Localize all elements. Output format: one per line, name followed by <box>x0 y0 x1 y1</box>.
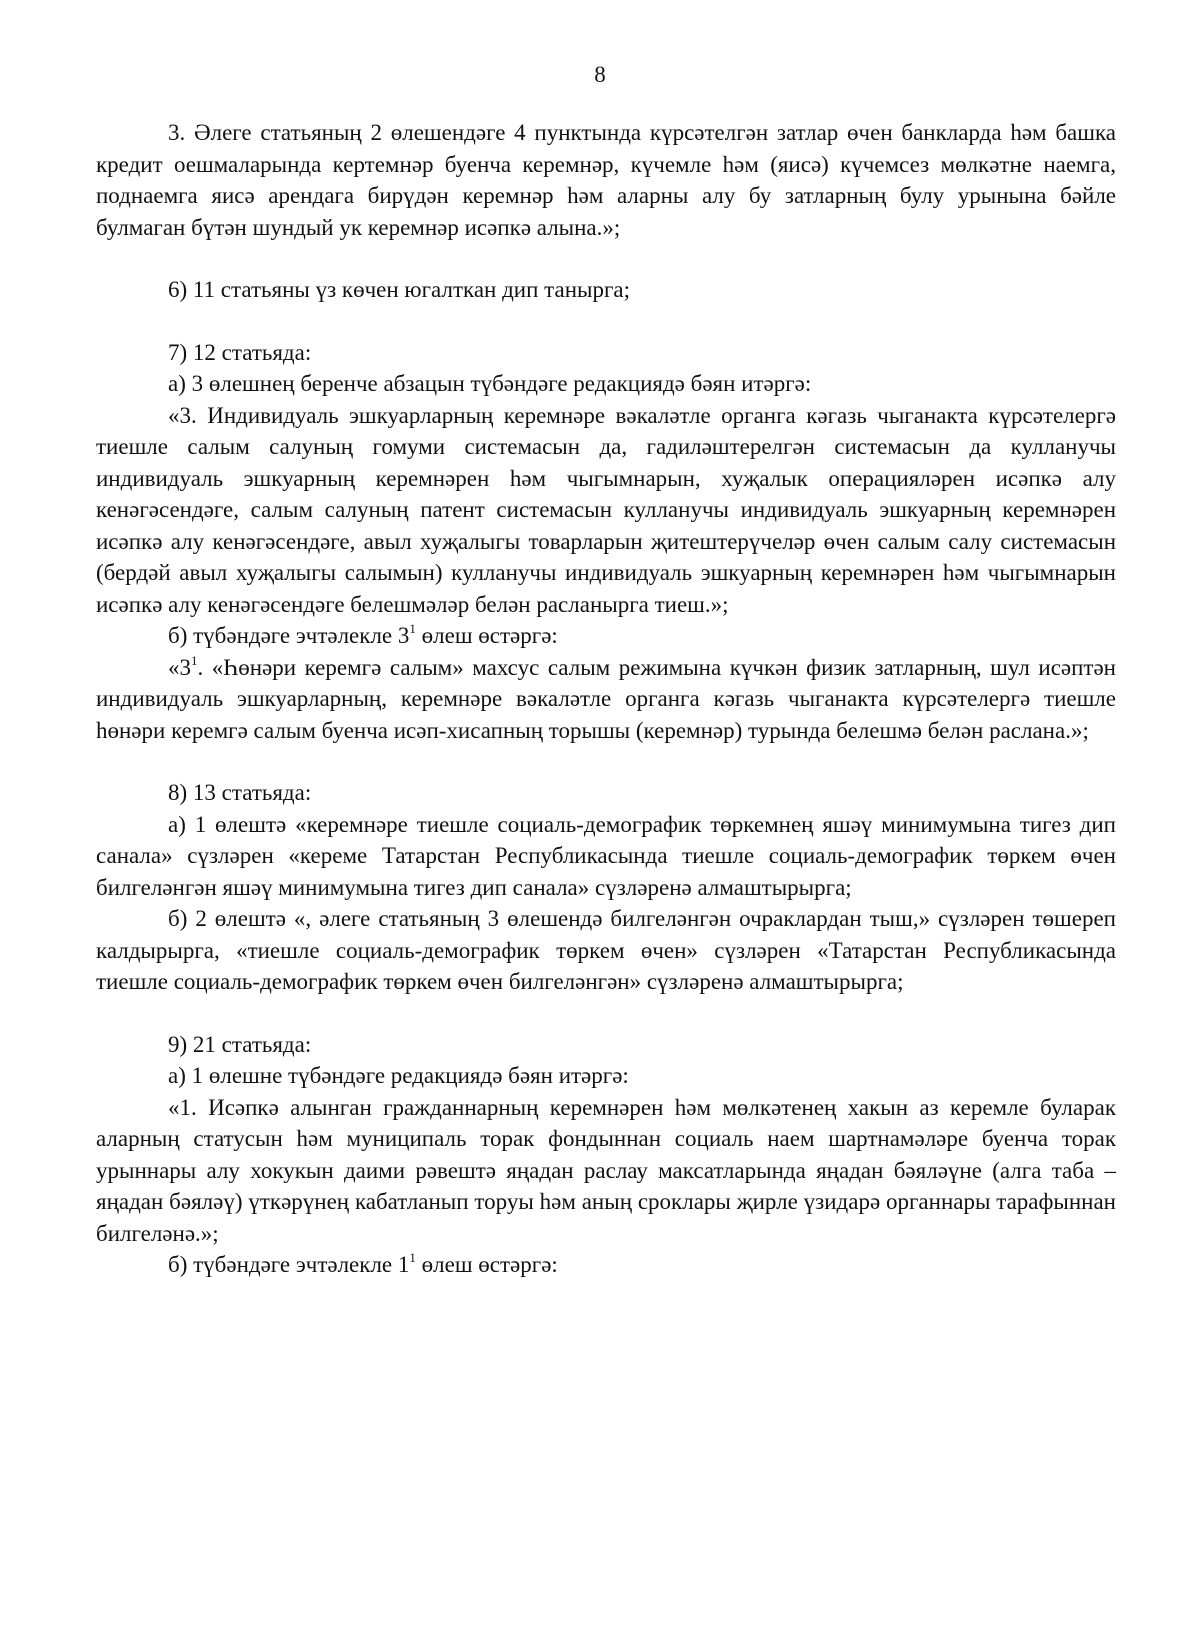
paragraph-item-9a: а) 1 өлешне түбәндәге редакциядә бәян итәргә: <box>168 1063 629 1088</box>
paragraph-item-8a: а) 1 өлештә «керемнәре тиешле социаль-демографик төркемнең яшәү минимумына тигез дип санала» сүзләрен «кереме Татарстан Республикасында тиешле социаль-демографик төркем өчен билгеләнгән яшәү минимумына тигез дип санала» сүзләренә алмаштырырга; <box>96 811 1116 900</box>
text-span: б) түбәндәге эчтәлекле 3 <box>168 623 410 648</box>
paragraph-part-3-text: «3. Индивидуаль эшкуарларның керемнәре вәкаләтле органга кәгазь чыганакта күрсәтелергә тиешле салым салуның гомуми системасын да, гадиләштерелгән системасын да кулланучы индивидуаль эшкуарның керемнәрен һәм чыгымнарын, хуҗалык операцияләрен исәпкә алу кенәгәсендәге, салым салуның патент системасын кулланучы индивидуаль эшкуарның керемнәрен исәпкә алу кенәгәсендәге, авыл хуҗалыгы товарларын җитештерүчеләр өчен салым салу системасын (бердәй авыл хуҗалыгы салымын) кулланучы индивидуаль эшкуарның керемнәрен һәм чыгымнарын исәпкә алу кенәгәсендәге белешмәләр белән расланырга тиеш.»; <box>96 402 1116 617</box>
text-span: . «Һөнәри керемгә салым» махсус салым режимына күчкән физик затларның, шул исәптән индивидуаль эшкуарларның, керемнәре вәкаләтле органга кәгазь чыганакта күрсәтелергә тиешле һөнәри керемгә салым буенча исәп-хисапның торышы (керемнәр) турында белешмә белән раслана.»; <box>96 654 1116 743</box>
page-number: 8 <box>594 62 606 87</box>
superscript: 1 <box>409 621 416 637</box>
paragraph-part-3-1-text <box>96 652 1116 747</box>
text-span: өлеш өстәргә: <box>415 1252 558 1277</box>
text-span: өлеш өстәргә: <box>415 623 558 648</box>
paragraph-item-8: 8) 13 статьяда: <box>168 780 312 805</box>
paragraph-part-1-text: «1. Исәпкә алынган гражданнарның керемнәрен һәм мөлкәтенең хакын аз керемле буларак аларның статусын һәм муниципаль торак фондыннан социаль наем шартнамәләре буенча торак урыннары алу хокукын даими рәвештә яңадан раслау максатларында яңадан бәяләүне (алга таба – яңадан бәяләү) үткәрүнең кабатланып торуы һәм аның сроклары җирле үзидарә органнары тарафыннан билгеләнә.»; <box>96 1094 1116 1246</box>
superscript: 1 <box>409 1250 416 1266</box>
text-span: «3 <box>168 654 191 680</box>
paragraph-item-9b <box>96 1249 1116 1281</box>
paragraph-item-8b: б) 2 өлештә «, әлеге статьяның 3 өлешендә билгеләнгән очраклардан тыш,» сүзләрен төшереп калдырырга, «тиешле социаль-демографик төркем өчен» сүзләрен «Татарстан Республикасында тиешле социаль-демографик төркем өчен билгеләнгән» сүзләренә алмаштырырга; <box>96 906 1116 994</box>
text-span: б) түбәндәге эчтәлекле 1 <box>168 1252 410 1277</box>
document-body <box>96 117 1116 1281</box>
paragraph-item-6: 6) 11 статьяны үз көчен югалткан дип танырга; <box>168 277 630 302</box>
paragraph-item-9: 9) 21 статьяда: <box>168 1031 312 1057</box>
superscript: 1 <box>191 652 198 668</box>
paragraph-item-7: 7) 12 статьяда: <box>168 339 312 365</box>
paragraph-article-part-3: 3. Әлеге статьяның 2 өлешендәге 4 пунктында күрсәтелгән затлар өчен банкларда һәм башка кредит оешмаларында кертемнәр буенча керемнәр, күчемле һәм (яисә) күчемсез мөлкәтне наемга, поднаемга яисә арендага бирүдән керемнәр һәм аларны алу бу затларның булу урынына бәйле булмаган бүтән шундый ук керемнәр исәпкә алына.»; <box>96 120 1116 240</box>
paragraph-item-7b <box>96 620 1116 652</box>
paragraph-item-7a: а) 3 өлешнең беренче абзацын түбәндәге редакциядә бәян итәргә: <box>168 371 812 396</box>
